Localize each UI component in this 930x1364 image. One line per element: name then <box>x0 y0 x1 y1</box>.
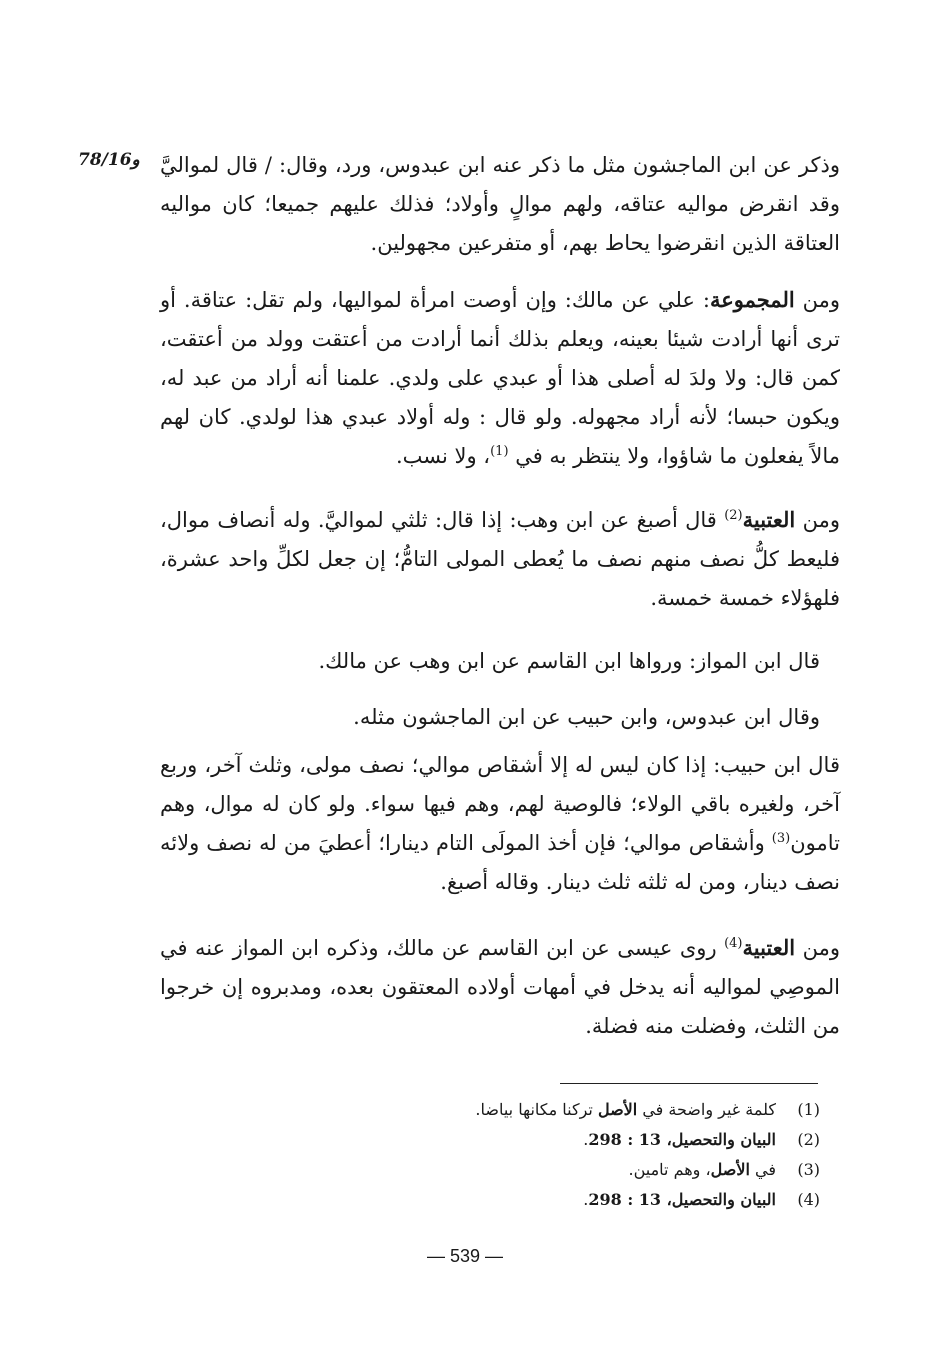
paragraph-2-lead: ومن <box>794 288 840 312</box>
footnote-3-source: الأصل <box>710 1160 750 1179</box>
footnote-4-source: البيان والتحصيل، 13 : 298 <box>588 1190 776 1209</box>
manuscript-folio-marker: 78/16و <box>78 150 140 170</box>
footnote-separator <box>560 1083 818 1084</box>
footnote-1 <box>430 1095 820 1125</box>
footnote-1-pre: كلمة غير واضحة في <box>637 1100 776 1119</box>
paragraph-6-tail: وأشقاص موالي؛ فإن أخذ المولَى التام دينارا؛ أعطيَ من له نصف ولائه نصف دينار، ومن له ثلثه ثلث دينار. وقاله أصبغ. <box>160 831 840 894</box>
paragraph-3 <box>160 500 840 618</box>
footnote-3 <box>430 1155 820 1185</box>
footnote-ref-3: (3) <box>771 831 791 846</box>
paragraph-3-body: قال أصبغ عن ابن وهب: إذا قال: ثلثي لمواليَّ. وله أنصاف موال، فليعط كلُّ نصف منهم نصف ما يُعطى المولى التامُّ؛ إن جعل لكلِّ واحد عشرة، فلهؤلاء خمسة خمسة. <box>160 508 840 610</box>
paragraph-2-tail: ، ولا نسب. <box>395 444 491 468</box>
footnotes <box>430 1095 820 1215</box>
paragraph-7 <box>160 928 840 1046</box>
footnote-ref-4: (4) <box>724 936 743 951</box>
paragraph-7-lead: ومن <box>795 936 840 960</box>
footnote-ref-1: (1) <box>490 444 509 459</box>
footnote-1-post: تركنا مكانها بياضا. <box>475 1100 598 1119</box>
paragraph-1 <box>160 146 840 263</box>
page-number: — 539 — <box>426 1246 504 1266</box>
footnote-4-text <box>583 1185 776 1215</box>
footnote-4 <box>430 1185 820 1215</box>
paragraph-1-body: وذكر عن ابن الماجشون مثل ما ذكر عنه ابن عبدوس، ورد، وقال: / قال لمواليَّ وقد انقرض مواليه عتاقه، ولهم موالٍ وأولاد؛ فذلك عليهم جميعا؛ كان مواليه العتاقة الذين انقرضوا يحاط بهم، أو متفرعين مجهولين. <box>160 153 840 255</box>
paragraph-5 <box>160 698 840 737</box>
source-title-utbiyya-1: العتبية <box>742 507 796 532</box>
paragraph-4 <box>160 642 840 681</box>
footnote-1-text <box>475 1095 776 1125</box>
footnote-2-post: . <box>583 1130 589 1149</box>
footnote-2-text <box>583 1125 776 1155</box>
footnote-3-post: ، وهم تامين. <box>628 1160 711 1179</box>
paragraph-3-lead: ومن <box>795 508 840 532</box>
paragraph-6-body: قال ابن حبيب: إذا كان ليس له إلا أشقاص موالي؛ نصف مولى، وثلث آخر، وربع آخر، ولغيره باقي الولاء؛ فالوصية لهم، وهم فيها سواء. ولو كان له موال، وهم تامون <box>160 753 840 855</box>
paragraph-5-body: وقال ابن عبدوس، وابن حبيب عن ابن الماجشون مثله. <box>353 705 820 729</box>
paragraph-4-body: قال ابن المواز: ورواها ابن القاسم عن ابن وهب عن مالك. <box>318 649 820 673</box>
footnote-4-post: . <box>583 1190 589 1209</box>
footnote-2 <box>430 1125 820 1155</box>
footnote-3-text <box>629 1155 777 1185</box>
paragraph-7-body: روى عيسى عن ابن القاسم عن مالك، وذكره ابن المواز عنه في الموصِي لمواليه أنه يدخل في أمهات أولاده المعتقون بعده، ومدبروه إن خرجوا من الثلث، وفضلت منه فضلة. <box>160 936 840 1038</box>
footnote-1-source: الأصل <box>597 1100 638 1119</box>
footnote-ref-2: (2) <box>724 508 743 523</box>
footnote-1-number: (1) <box>797 1100 820 1119</box>
source-title-majmuaa: المجموعة <box>709 287 795 312</box>
source-title-utbiyya-2: العتبية <box>742 935 796 960</box>
footnote-3-number: (3) <box>797 1160 820 1179</box>
footnote-2-source: البيان والتحصيل، 13 : 298 <box>588 1130 776 1149</box>
paragraph-6 <box>160 746 840 902</box>
footnote-3-pre: في <box>749 1160 776 1179</box>
footnote-2-number: (2) <box>797 1130 820 1149</box>
paragraph-2-body: : علي عن مالك: وإن أوصت امرأة لمواليها، ولم تقل: عتاقة. أو ترى أنها أرادت شيئا بعينه، ويعلم بذلك أنما أرادت من أعتقت وولد من أعتقت، كمن قال: ولا ولدَ له أصلى هذا أو عبدي على ولدي. علمنا أنه أراد من عبد له، ويكون حبسا؛ لأنه أراد مجهوله. ولو قال : وله أولاد عبدي هذا لولدي. كان لهم مالاً يفعلون ما شاؤوا، ولا ينتظر به في <box>160 288 840 468</box>
footnote-4-number: (4) <box>797 1190 820 1209</box>
paragraph-2 <box>160 280 840 476</box>
